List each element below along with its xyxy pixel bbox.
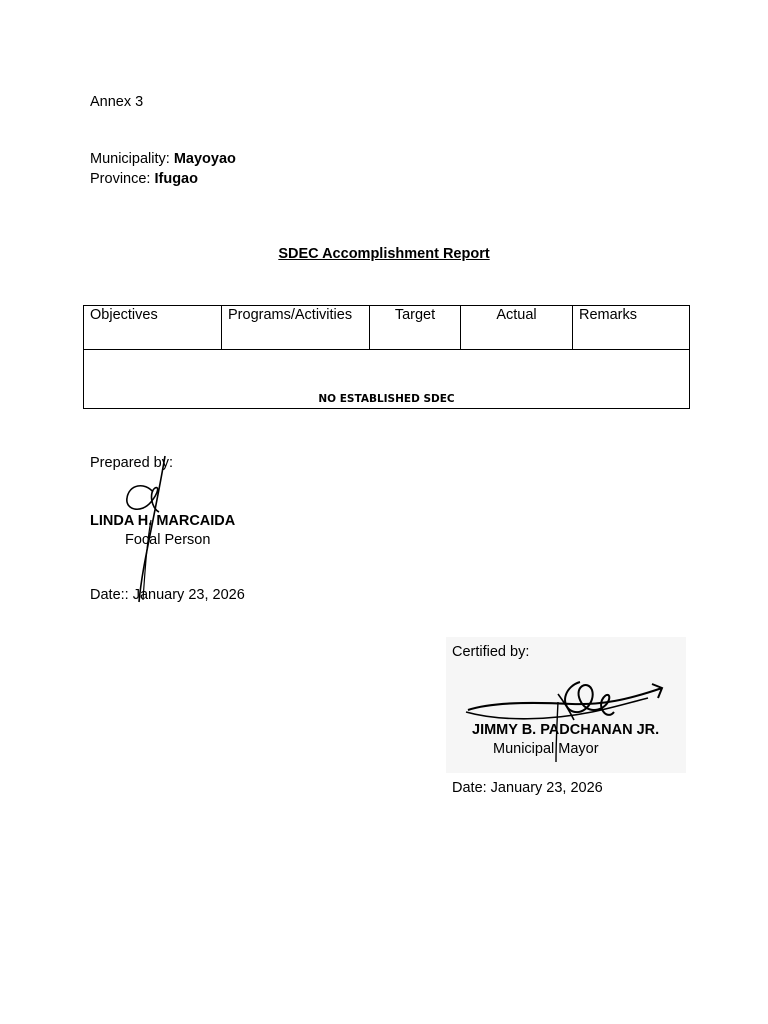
province-line xyxy=(90,171,198,187)
municipality-value: Mayoyao xyxy=(173,151,236,167)
certified-date: Date: January 23, 2026 xyxy=(452,780,603,796)
column-header-target: Target xyxy=(370,306,461,350)
column-header-objectives: Objectives xyxy=(84,306,222,350)
certifier-signature xyxy=(462,672,668,764)
preparer-position: Focal Person xyxy=(125,532,211,548)
column-header-programs-activities: Programs/Activities xyxy=(222,306,370,350)
province-value: Ifugao xyxy=(154,171,198,187)
column-header-actual: Actual xyxy=(461,306,573,350)
accomplishment-table xyxy=(83,305,690,409)
report-title: SDEC Accomplishment Report xyxy=(278,246,490,262)
municipality-line xyxy=(90,151,236,167)
certifier-name: JIMMY B. PADCHANAN JR. xyxy=(472,722,660,738)
table-header-row xyxy=(84,306,690,350)
municipality-label: Municipality: xyxy=(90,151,174,167)
certified-by-label: Certified by: xyxy=(452,644,530,660)
province-label: Province: xyxy=(90,171,155,187)
table-row xyxy=(84,350,690,409)
no-sdec-notice: NO ESTABLISHED SDEC xyxy=(84,350,690,409)
preparer-name: LINDA H. MARCAIDA xyxy=(90,513,236,529)
prepared-date: Date:: January 23, 2026 xyxy=(90,587,245,603)
prepared-by-label: Prepared by: xyxy=(90,455,174,471)
certifier-position: Municipal Mayor xyxy=(493,741,599,757)
preparer-signature xyxy=(115,450,175,610)
column-header-remarks: Remarks xyxy=(573,306,690,350)
annex-label: Annex 3 xyxy=(90,94,144,110)
